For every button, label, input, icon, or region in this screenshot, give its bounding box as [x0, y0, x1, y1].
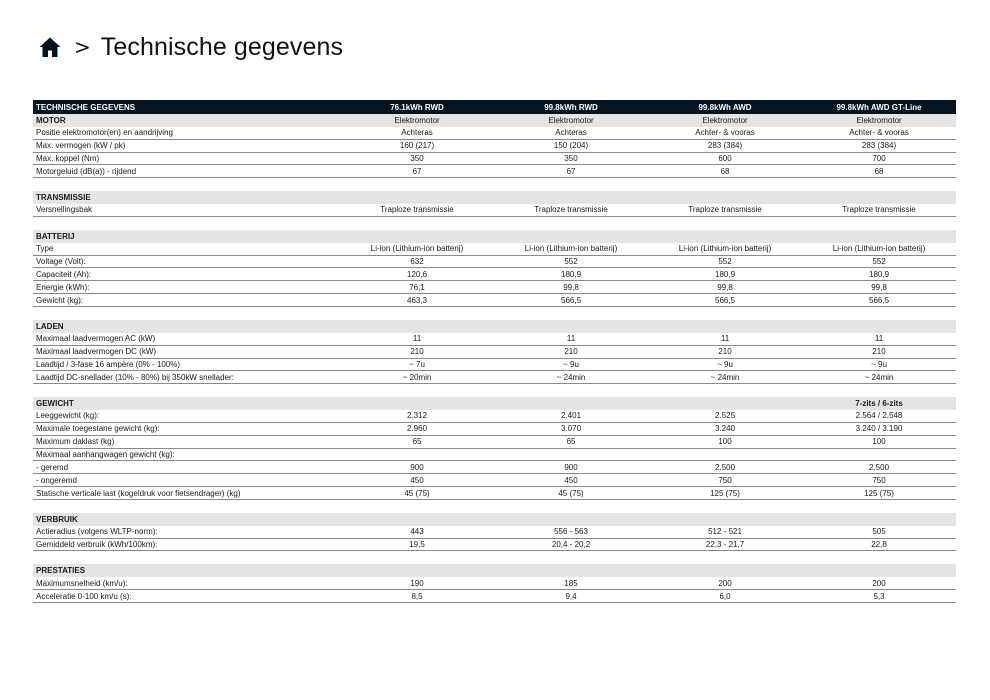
- row-label: Max. koppel (Nm): [36, 153, 100, 163]
- row-label: Positie elektromotor(en) en aandrijving: [36, 128, 173, 138]
- cell-value: 5,3: [873, 591, 885, 601]
- cell-value: 100: [718, 437, 732, 447]
- row-label: Max. vermogen (kW / pk): [36, 141, 126, 151]
- table-row: [33, 243, 956, 256]
- cell-value: 632: [410, 257, 424, 267]
- section-value: Elektromotor: [702, 115, 748, 125]
- column-header: TECHNISCHE GEGEVENS: [36, 102, 136, 112]
- table-row: [33, 423, 956, 436]
- cell-value: Li-ion (Lithium-ion batterij): [524, 244, 618, 254]
- cell-value: 45 (75): [404, 488, 430, 498]
- cell-value: 120,6: [407, 269, 428, 279]
- table-row: [33, 539, 956, 552]
- row-label: Gewicht (kg):: [36, 295, 84, 305]
- cell-value: 11: [874, 334, 884, 344]
- cell-value: 150 (204): [553, 141, 589, 151]
- cell-value: 45 (75): [558, 488, 584, 498]
- section-title: VERBRUIK: [36, 514, 78, 524]
- cell-value: 900: [564, 462, 578, 472]
- cell-value: Traploze transmissie: [534, 205, 608, 215]
- table-row: [33, 577, 956, 590]
- row-label: Laadtijd / 3-fase 16 ampère (0% - 100%): [36, 359, 181, 369]
- cell-value: 11: [566, 334, 576, 344]
- table-row: [33, 449, 956, 462]
- row-label: Maximaal aanhangwagen gewicht (kg):: [36, 449, 175, 459]
- cell-value: ~ 24min: [864, 372, 894, 382]
- cell-value: 99,8: [563, 282, 579, 292]
- cell-value: 6,0: [719, 591, 731, 601]
- section-title: MOTOR: [36, 115, 66, 125]
- column-header: 99.8kWh AWD: [698, 102, 752, 112]
- cell-value: 750: [718, 475, 732, 485]
- row-label: - ongeremd: [36, 475, 77, 485]
- cell-value: Achter- & vooras: [695, 128, 755, 138]
- table-row: [33, 461, 956, 474]
- section-spacer: [33, 307, 956, 320]
- section-title: PRESTATIES: [36, 566, 86, 576]
- section-spacer: [33, 500, 956, 513]
- section-title: TRANSMISSIE: [36, 193, 91, 203]
- cell-value: 19,5: [409, 540, 425, 550]
- cell-value: 11: [720, 334, 730, 344]
- cell-value: ~ 9u: [871, 359, 887, 369]
- cell-value: 67: [566, 166, 576, 176]
- cell-value: 180,9: [715, 269, 736, 279]
- cell-value: 67: [412, 166, 422, 176]
- row-label: Voltage (Volt):: [36, 257, 86, 267]
- table-row: [33, 526, 956, 539]
- cell-value: 600: [718, 153, 732, 163]
- cell-value: ~ 9u: [563, 359, 579, 369]
- breadcrumb-separator: >: [74, 35, 91, 59]
- cell-value: Traploze transmissie: [380, 205, 454, 215]
- cell-value: 76,1: [409, 282, 425, 292]
- row-label: Laadtijd DC-snellader (10% - 80%) bij 350kW snellader:: [36, 372, 234, 382]
- row-label: Versnellingsbak: [36, 205, 93, 215]
- table-row: [33, 256, 956, 269]
- cell-value: 552: [564, 257, 578, 267]
- cell-value: 552: [718, 257, 732, 267]
- cell-value: ~ 9u: [717, 359, 733, 369]
- section-header-row: [33, 230, 956, 243]
- cell-value: 190: [410, 578, 424, 588]
- section-header-row: [33, 564, 956, 577]
- cell-value: Achteras: [401, 128, 433, 138]
- row-label: Gemiddeld verbruik (kWh/100km):: [36, 540, 158, 550]
- cell-value: 125 (75): [864, 488, 894, 498]
- cell-value: 3.240: [715, 424, 736, 434]
- cell-value: 2.500: [869, 462, 890, 472]
- cell-value: 566,5: [561, 295, 582, 305]
- cell-value: 2.525: [715, 411, 736, 421]
- cell-value: 210: [872, 347, 886, 357]
- section-spacer: [33, 178, 956, 191]
- cell-value: 556 - 563: [554, 527, 588, 537]
- cell-value: 99,8: [717, 282, 733, 292]
- cell-value: 20,4 - 20,2: [551, 540, 591, 550]
- section-spacer: [33, 551, 956, 564]
- cell-value: 22,3 - 21,7: [705, 540, 745, 550]
- cell-value: 900: [410, 462, 424, 472]
- cell-value: 200: [872, 578, 886, 588]
- section-value: Elektromotor: [548, 115, 594, 125]
- table-row: [33, 294, 956, 307]
- cell-value: Li-ion (Lithium-ion batterij): [370, 244, 464, 254]
- table-row: [33, 436, 956, 449]
- cell-value: 180,9: [561, 269, 582, 279]
- cell-value: ~ 7u: [409, 359, 425, 369]
- cell-value: 283 (384): [707, 141, 743, 151]
- cell-value: 210: [718, 347, 732, 357]
- cell-value: 8,5: [411, 591, 423, 601]
- cell-value: 2.564 / 2.548: [855, 411, 903, 421]
- table-row: [33, 153, 956, 166]
- page-title: Technische gegevens: [100, 32, 344, 61]
- cell-value: Achter- & vooras: [849, 128, 909, 138]
- section-header-row: [33, 114, 956, 127]
- cell-value: 160 (217): [399, 141, 435, 151]
- column-header: 99.8kWh RWD: [544, 102, 598, 112]
- section-header-row: [33, 191, 956, 204]
- cell-value: 200: [718, 578, 732, 588]
- cell-value: 443: [410, 527, 424, 537]
- table-row: [33, 474, 956, 487]
- row-label: Capaciteit (Ah):: [36, 269, 92, 279]
- cell-value: 566,5: [869, 295, 890, 305]
- row-label: Motorgeluid (dB(a)) - rijdend: [36, 166, 137, 176]
- table-row: [33, 346, 956, 359]
- table-row: [33, 333, 956, 346]
- row-label: Type: [36, 244, 54, 254]
- section-title: LADEN: [36, 321, 64, 331]
- cell-value: 750: [872, 475, 886, 485]
- column-header: 99.8kWh AWD GT-Line: [836, 102, 922, 112]
- cell-value: 450: [410, 475, 424, 485]
- cell-value: 2.401: [561, 411, 582, 421]
- column-header: 76.1kWh RWD: [390, 102, 444, 112]
- cell-value: 2.500: [715, 462, 736, 472]
- row-label: Maximaal laadvermogen AC (kW): [36, 334, 156, 344]
- spec-table: [33, 100, 956, 603]
- table-header-row: [33, 100, 956, 114]
- row-label: Energie (kWh):: [36, 282, 90, 292]
- page-header: [38, 30, 343, 64]
- table-row: [33, 590, 956, 603]
- table-row: [33, 371, 956, 384]
- table-row: [33, 127, 956, 140]
- cell-value: Traploze transmissie: [842, 205, 916, 215]
- row-label: Maximale toegestane gewicht (kg):: [36, 424, 160, 434]
- cell-value: 512 - 521: [708, 527, 742, 537]
- row-label: - geremd: [36, 462, 69, 472]
- table-row: [33, 410, 956, 423]
- cell-value: ~ 24min: [710, 372, 740, 382]
- cell-value: 2.312: [407, 411, 428, 421]
- table-row: [33, 281, 956, 294]
- cell-value: 68: [720, 166, 730, 176]
- cell-value: Traploze transmissie: [688, 205, 762, 215]
- home-icon[interactable]: [38, 35, 62, 59]
- cell-value: 463,3: [407, 295, 428, 305]
- row-label: Acceleratie 0-100 km/u (s):: [36, 591, 132, 601]
- cell-value: 350: [410, 153, 424, 163]
- section-spacer: [33, 384, 956, 397]
- row-label: Statische verticale last (kogeldruk voor fietsendrager) (kg): [36, 488, 241, 498]
- cell-value: 100: [872, 437, 886, 447]
- cell-value: 65: [566, 437, 576, 447]
- cell-value: ~ 24min: [556, 372, 586, 382]
- cell-value: 3.240 / 3.190: [855, 424, 903, 434]
- table-row: [33, 140, 956, 153]
- table-row: [33, 268, 956, 281]
- section-value: Elektromotor: [856, 115, 902, 125]
- cell-value: 505: [872, 527, 886, 537]
- cell-value: Achteras: [555, 128, 587, 138]
- cell-value: 350: [564, 153, 578, 163]
- table-row: [33, 204, 956, 217]
- cell-value: 22,8: [871, 540, 887, 550]
- cell-value: 9,4: [565, 591, 577, 601]
- cell-value: 210: [564, 347, 578, 357]
- section-value: Elektromotor: [394, 115, 440, 125]
- cell-value: 99,8: [871, 282, 887, 292]
- cell-value: 283 (384): [861, 141, 897, 151]
- section-header-row: [33, 320, 956, 333]
- row-label: Actieradius (volgens WLTP-norm):: [36, 527, 158, 537]
- row-label: Maximumsnelheid (km/u):: [36, 578, 128, 588]
- section-spacer: [33, 217, 956, 230]
- cell-value: 210: [410, 347, 424, 357]
- cell-value: 2.960: [407, 424, 428, 434]
- section-header-row: [33, 397, 956, 410]
- section-header-row: [33, 513, 956, 526]
- row-label: Maximaal laadvermogen DC (kW): [36, 347, 157, 357]
- cell-value: 566,5: [715, 295, 736, 305]
- cell-value: 180,9: [869, 269, 890, 279]
- table-row: [33, 487, 956, 500]
- cell-value: 125 (75): [710, 488, 740, 498]
- cell-value: 68: [874, 166, 884, 176]
- cell-value: 700: [872, 153, 886, 163]
- cell-value: 65: [412, 437, 422, 447]
- cell-value: Li-ion (Lithium-ion batterij): [832, 244, 926, 254]
- row-label: Maximum daklast (kg): [36, 437, 115, 447]
- cell-value: 185: [564, 578, 578, 588]
- section-title: GEWICHT: [36, 399, 74, 409]
- section-title: BATTERIJ: [36, 231, 75, 241]
- section-value: 7-zits / 6-zits: [855, 399, 903, 409]
- row-label: Leeggewicht (kg):: [36, 411, 100, 421]
- cell-value: ~ 20min: [402, 372, 432, 382]
- table-row: [33, 359, 956, 372]
- cell-value: 3.070: [561, 424, 582, 434]
- table-row: [33, 165, 956, 178]
- cell-value: 552: [872, 257, 886, 267]
- cell-value: 450: [564, 475, 578, 485]
- cell-value: 11: [412, 334, 422, 344]
- cell-value: Li-ion (Lithium-ion batterij): [678, 244, 772, 254]
